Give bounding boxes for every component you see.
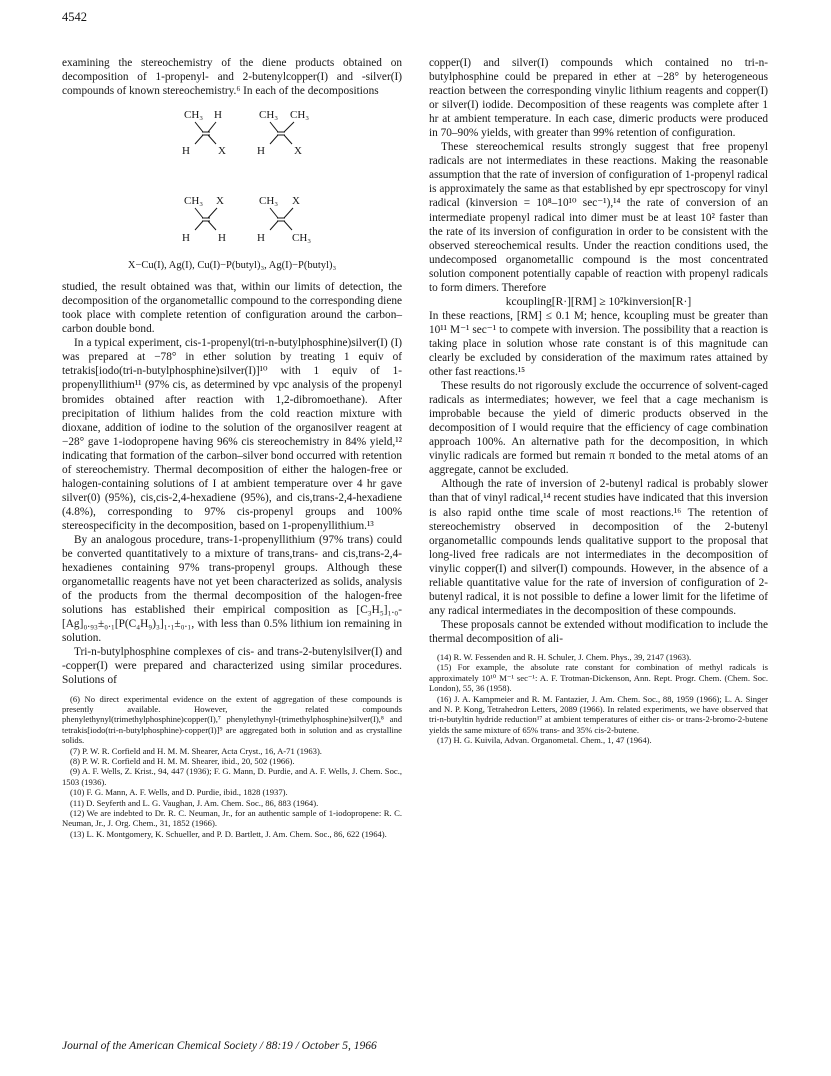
intro-paragraph: examining the stereochemistry of the diene products obtained on decomposition of 1-propenyl- and 2-butenylcopper(I) and -silver(I) compounds of known stereochemistry.⁶ In each of the decompositions [62,57,402,98]
s4-bottom-left: H [257,232,265,245]
footnote-14: (14) R. W. Fessenden and R. H. Schuler, J. Chem. Phys., 39, 2147 (1963). [437,651,692,662]
s2-top-left: CH₃ [259,109,279,122]
left-column [62,56,402,839]
s4-top-left: CH₃ [259,195,279,208]
footnote-8: (8) P. W. R. Corfield and H. M. M. Shearer, ibid., 20, 502 (1966). [70,755,295,766]
footnote-13: (13) L. K. Montgomery, K. Schueller, and P. D. Bartlett, J. Am. Chem. Soc., 86, 622 (1964). [70,828,387,839]
structure-4 [257,195,311,244]
right-para-2: These stereochemical results strongly suggest that free propenyl radicals are not intermediates in these reactions. Making the reasonable assumption that the rate of inversion of configuration of 1-propenyl radical is approximately the same as that established by epr spectroscopy for vinyl radical (kinversion = 10⁸–10¹⁰ sec⁻¹),¹⁴ the rate of conversion of an intermediate propenyl radical into dimer must be at least 10² faster than the rate of its inversion of configuration in order to be consistent with the observed stereochemical results. Under the reaction conditions used, the undecomposed organometallic compound is the most concentrated solution component potentially capable of reaction with propenyl radicals to form dimers. Therefore [429,141,768,294]
left-para-3: By an analogous procedure, trans-1-propenyllithium (97% trans) could be converted quantitatively to a mixture of trans,trans- and cis,trans-2,4-hexadienes containing 97% trans-propenyl groups. Although these organometallic reagents have not yet been characterized as solids, analysis of the products from the thermal decomposition of the halogen-free solutions has established their empirical composition as [C₃H₅]₁.₀-[Ag]₀.₉₃±₀.₁[P(C₄H₉)₃]₁.₁±₀.₁, with less than 0.5% lithium ion remaining in solution. [62,533,402,645]
footnote-7: (7) P. W. R. Corfield and H. M. M. Shearer, Acta Cryst., 16, A-71 (1963). [70,745,322,756]
s2-top-right: CH₃ [290,109,310,122]
s1-bottom-left: H [182,145,190,158]
s1-top-left: CH₃ [184,109,204,122]
rate-equation: kcoupling[R·][RM] ≥ 10²kinversion[R·] [505,295,692,308]
s4-bottom-right: CH₃ [292,232,312,245]
s2-bottom-right: X [294,145,302,158]
structures-figure [62,100,402,276]
footnote-10: (10) F. G. Mann, A. F. Wells, and D. Purdie, ibid., 1828 (1937). [70,787,288,798]
left-para-1: studied, the result obtained was that, within our limits of detection, the decomposition of the organometallic compound to the corresponding diene took place with complete retention of configuration around the carbon–carbon double bond. [62,281,402,336]
footnote-16: (16) J. A. Kampmeier and R. M. Fantazier, J. Am. Chem. Soc., 88, 1959 (1966); L. A. Singer and N. P. Kong, Tetrahedron Letters, 2089 (1966). In related experiments, we have observed that tri-n-butyltin hydride reduction¹⁷ at ambient temperatures of either cis- or trans-2-bromo-2-butene yields the same mixture of 65% trans- and 35% cis-2-butene. [429,693,768,735]
right-para-6: These proposals cannot be extended without modification to include the thermal decomposition of ali- [429,618,768,645]
s2-bottom-left: H [257,145,265,158]
structure-3 [182,195,226,244]
footnote-12: (12) We are indebted to Dr. R. C. Neuman, Jr., for an authentic sample of 1-iodopropene: R. C. Neuman, Jr., J. Org. Chem., 31, 1852 (1966). [62,807,402,829]
right-para-5: Although the rate of inversion of 2-butenyl radical is probably slower than that of vinyl radical,¹⁴ recent studies have indicated that this inversion is also rapid onthe time scale of most reactions.¹⁶ The retention of stereochemistry observed in decomposition of the 2-butenyl organometallic compounds lends qualitative support to the proposal that long-lived free radicals are not intermediates in the decomposition of vinylic copper(I) and silver(I) compounds. However, in the absence of a reliable quantitative value for the rate of inversion of configuration of 2-butenyl radical, it is not possible to define a lower limit for the lifetime of any radical intermediates in the decomposition of these compounds. [429,478,768,617]
s4-top-right: X [292,195,300,208]
s3-bottom-right: H [218,232,226,245]
s3-bottom-left: H [182,232,190,245]
structure-2 [257,109,309,157]
footnote-11: (11) D. Seyferth and L. G. Vaughan, J. Am. Chem. Soc., 86, 883 (1964). [70,797,319,808]
s3-top-left: CH₃ [184,195,204,208]
right-para-3: In these reactions, [RM] ≤ 0.1 M; hence, kcoupling must be greater than 10¹¹ M⁻¹ sec⁻¹ to compete with inversion. The possibility that a reaction is taking place in solution whose rate constant is of this magnitude can clearly be excluded by consideration of the maximum rates attained by other fast reactions.¹⁵ [429,309,768,379]
footnote-6: (6) No direct experimental evidence on the extent of aggregation of these compounds is presently available. However, the related compounds phenylethynyl(trimethylphosphine)copper(I),⁷ phenylethynyl-(trimethylphosphine)silver(I),⁸ and tetrakis[iodo(tri-n-butylphosphine)-copper(I)]⁹ are aggregated both in solution and as crystalline solids. [62,693,402,746]
right-column [429,56,768,746]
footnote-17: (17) H. G. Kuivila, Advan. Organometal. Chem., 1, 47 (1964). [437,735,652,746]
s1-top-right: H [214,109,222,122]
alkene-structures [62,100,402,276]
left-para-2: In a typical experiment, cis-1-propenyl(tri-n-butylphosphine)silver(I) (I) was prepared at −78° in ether solution by treating 1 equiv of tetrakis[iodo(tri-n-butylphosphine)silver(I)]¹⁰ with 1 equiv of 1-propenyllithium¹¹ (97% cis, as determined by vpc analysis of the propenyl bromides obtained after reaction with 1,2-dibromoethane). After precipitation of lithium halides from the cold reaction mixture with dioxane, addition of iodine to the solution of the organosilver reagent at −28° gave 1-iodopropene having 96% cis stereochemistry in 84% yield,¹² indicating that formation of the carbon–silver bond occurred with retention of stereochemistry. Thermal decomposition of either the halogen-free or halogen-containing solutions of I at ambient temperature over 4 hr gave silver(0) (95%), cis,cis-2,4-hexadiene (95%), and cis,trans-2,4-hexadiene (4.8%), corresponding to 97% cis-propenyl groups and 100% stereospecificity in the decomposition, based on 1-propenyllithium.¹³ [62,337,402,532]
structures-caption: X−Cu(I), Ag(I), Cu(I)−P(butyl)₃, Ag(I)−P(butyl)₃ [127,260,337,272]
footnote-9: (9) A. F. Wells, Z. Krist., 94, 447 (1936); F. G. Mann, D. Purdie, and A. F. Wells, J. Chem. Soc., 1503 (1936). [62,766,402,787]
s1-bottom-right: X [218,145,226,158]
right-footnotes [429,652,768,746]
right-para-1: copper(I) and silver(I) compounds which contained no tri-n-butylphosphine could be prepared in ether at −28° by heterogeneous reaction between the corresponding vinylic lithium reagents and copper(I) or silver(I) iodide. Decomposition of these reagents was complete after 1 hr at ambient temperature. In each case, dimeric products were produced in 70–90% yields, with greater than 99% retention of configuration. [429,57,768,140]
structure-1 [182,109,226,157]
page-number: 4542 [62,10,87,24]
right-para-4: These results do not rigorously exclude the occurrence of solvent-caged radicals as intermediates; however, we feel that a cage mechanism is improbable because the yield of dimeric products observed in the decomposition of I would require that the efficiency of cage combination approach 100%. An alternative path for the decomposition, in which vinylic radicals are formed but remain π bonded to the metal atoms of an aggregate, cannot be excluded. [429,380,768,477]
left-footnotes [62,694,402,840]
footnote-15: (15) For example, the absolute rate constant for combination of methyl radicals is approximately 10¹⁰ M⁻¹ sec⁻¹: A. F. Trotman-Dickenson, Ann. Rept. Progr. Chem. (Chem. Soc. London), 55, 36 (1958). [429,662,768,694]
s3-top-right: X [216,195,224,208]
left-para-4: Tri-n-butylphosphine complexes of cis- and trans-2-butenylsilver(I) and -copper(I) were prepared and characterized using similar procedures. Solutions of [62,646,402,687]
journal-footer: Journal of the American Chemical Society / 88:19 / October 5, 1966 [62,1040,377,1052]
